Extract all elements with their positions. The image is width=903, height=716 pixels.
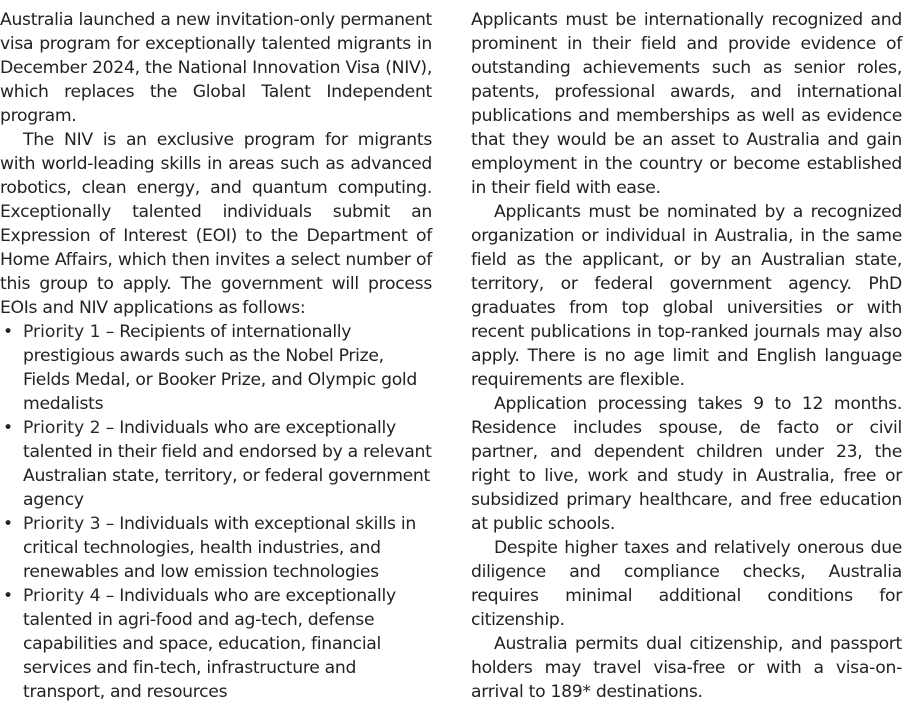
processing-paragraph: Application processing takes 9 to 12 months. Residence includes spouse, de facto or civil partner, and dependent children under 23, the right to live, work and study in Australia, free or subsidized primary healthcare, and free education at public schools. — [471, 394, 902, 534]
priority-label: Priority 3 — [23, 514, 101, 534]
citizenship-paragraph: Despite higher taxes and relatively onerous due diligence and compliance checks, Australia requires minimal additional conditions for citizenship. — [471, 538, 902, 630]
left-column — [0, 8, 432, 704]
list-item — [0, 320, 432, 416]
bullet-icon: • — [3, 514, 13, 534]
intro-paragraph: Australia launched a new invitation-only permanent visa program for exceptionally talented migrants in December 2024, the National Innovation Visa (NIV), which replaces the Global Talent Independent program. — [0, 10, 432, 126]
eligibility-paragraph: Applicants must be internationally recognized and prominent in their field and provide evidence of outstanding achievements such as senior roles, patents, professional awards, and international publications and memberships as well as evidence that they would be an asset to Australia and gain employment in the country or become established in their field with ease. — [471, 10, 902, 198]
niv-description-paragraph: The NIV is an exclusive program for migrants with world-leading skills in areas such as advanced robotics, clean energy, and quantum computing. Exceptionally talented individuals submit an Expression of Interest (EOI) to the Department of Home Affairs, which then invites a select number of this group to apply. The government will process EOIs and NIV applications as follows: — [0, 130, 432, 318]
bullet-icon: • — [3, 586, 13, 606]
document-page — [0, 8, 903, 708]
dual-citizenship-paragraph: Australia permits dual citizenship, and passport holders may travel visa-free or with a visa-on-arrival to 189* destinations. — [471, 634, 902, 702]
list-item — [0, 584, 432, 704]
priority-list — [0, 320, 432, 704]
bullet-icon: • — [3, 418, 13, 438]
right-column — [471, 8, 902, 704]
list-item — [0, 416, 432, 512]
priority-text: – Individuals who are exceptionally talented in agri-food and ag-tech, defense capabilities and space, education, financial services and fin-tech, infrastructure and transport, and resources — [23, 586, 396, 702]
priority-label: Priority 4 — [23, 586, 101, 606]
bullet-icon: • — [3, 322, 13, 342]
priority-label: Priority 2 — [23, 418, 101, 438]
priority-text: – Individuals with exceptional skills in critical technologies, health industries, and renewables and low emission technologies — [23, 514, 416, 582]
priority-label: Priority 1 — [23, 322, 101, 342]
priority-text: – Individuals who are exceptionally talented in their field and endorsed by a relevant Australian state, territory, or federal government agency — [23, 418, 432, 510]
nomination-paragraph: Applicants must be nominated by a recognized organization or individual in Australia, in the same field as the applicant, or by an Australian state, territory, or federal government agency. PhD graduates from top global universities or with recent publications in top-ranked journals may also apply. There is no age limit and English language requirements are flexible. — [471, 202, 902, 390]
list-item — [0, 512, 432, 584]
priority-text: – Recipients of internationally prestigious awards such as the Nobel Prize, Fields Medal, or Booker Prize, and Olympic gold medalists — [23, 322, 418, 414]
